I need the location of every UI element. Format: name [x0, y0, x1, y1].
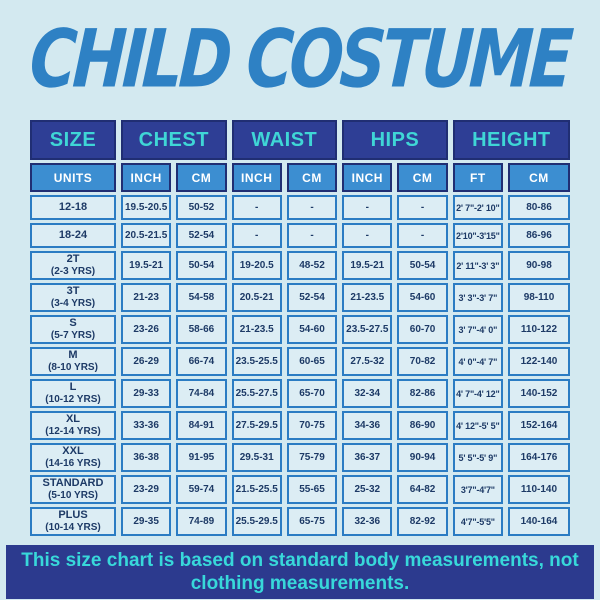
hips-cm-cell: 90-94 [397, 443, 447, 472]
waist-inch-cell: 27.5-29.5 [232, 411, 282, 440]
size-label-cell [30, 223, 116, 248]
waist-cm-cell: - [287, 223, 337, 248]
hips-cm-cell: 50-54 [397, 251, 447, 280]
size-label-cell [30, 315, 116, 344]
chest-cm-cell: 52-54 [176, 223, 226, 248]
size-age-range: (5-10 YRS) [48, 490, 98, 502]
chest-inch-cell: 20.5-21.5 [121, 223, 171, 248]
hips-cm-cell: - [397, 195, 447, 220]
hips-inch-cell: 36-37 [342, 443, 392, 472]
chest-inch-cell: 21-23 [121, 283, 171, 312]
size-name: 2T [66, 253, 80, 266]
chest-cm-cell: 54-58 [176, 283, 226, 312]
chest-inch-cell: 33-36 [121, 411, 171, 440]
height-ft-cell: 2' 11"-3' 3" [453, 251, 503, 280]
col-header-chest: CHEST [121, 120, 227, 160]
hips-cm-cell: - [397, 223, 447, 248]
col-header-size: SIZE [30, 120, 116, 160]
height-ft-cell: 3' 7"-4' 0" [453, 315, 503, 344]
height-cm-cell: 98-110 [508, 283, 570, 312]
size-label-cell [30, 251, 116, 280]
height-cm-cell: 110-122 [508, 315, 570, 344]
size-label-cell [30, 283, 116, 312]
waist-cm-cell: 70-75 [287, 411, 337, 440]
chest-inch-cell: 36-38 [121, 443, 171, 472]
size-name: STANDARD [42, 477, 104, 490]
title-area [0, 0, 600, 112]
chest-cm-cell: 74-89 [176, 507, 226, 536]
size-label-cell [30, 475, 116, 504]
col-header-waist: WAIST [232, 120, 338, 160]
size-age-range: (3-4 YRS) [50, 298, 96, 310]
unit-cell-hips-inch: INCH [342, 163, 392, 192]
hips-inch-cell: 27.5-32 [342, 347, 392, 376]
unit-cell-hips-cm: CM [397, 163, 447, 192]
unit-cell-waist-cm: CM [287, 163, 337, 192]
waist-cm-cell: 60-65 [287, 347, 337, 376]
unit-cell-height-cm: CM [508, 163, 570, 192]
height-ft-cell: 4'7"-5'5" [453, 507, 503, 536]
height-ft-cell: 2'10"-3'15" [453, 223, 503, 248]
size-label-cell [30, 443, 116, 472]
height-cm-cell: 122-140 [508, 347, 570, 376]
hips-inch-cell: - [342, 195, 392, 220]
height-ft-cell: 3' 3"-3' 7" [453, 283, 503, 312]
height-ft-cell: 3'7"-4'7" [453, 475, 503, 504]
footer-text: This size chart is based on standard body measurements, not clothing measurements. [21, 550, 579, 595]
chest-inch-cell: 26-29 [121, 347, 171, 376]
unit-cell-units: UNITS [30, 163, 116, 192]
chest-inch-cell: 19.5-21 [121, 251, 171, 280]
unit-cell-chest-cm: CM [176, 163, 226, 192]
size-name: 18-24 [58, 229, 88, 242]
height-ft-cell: 4' 0"-4' 7" [453, 347, 503, 376]
hips-inch-cell: 32-36 [342, 507, 392, 536]
size-name: XXL [62, 445, 84, 458]
waist-cm-cell: 54-60 [287, 315, 337, 344]
hips-inch-cell: - [342, 223, 392, 248]
chest-inch-cell: 29-35 [121, 507, 171, 536]
chest-inch-cell: 23-26 [121, 315, 171, 344]
size-name: L [69, 381, 77, 394]
footer-note [6, 545, 594, 599]
chest-cm-cell: 74-84 [176, 379, 226, 408]
size-age-range: (10-12 YRS) [45, 394, 101, 406]
waist-cm-cell: - [287, 195, 337, 220]
waist-inch-cell: 20.5-21 [232, 283, 282, 312]
height-cm-cell: 90-98 [508, 251, 570, 280]
waist-inch-cell: 25.5-27.5 [232, 379, 282, 408]
chest-inch-cell: 19.5-20.5 [121, 195, 171, 220]
height-ft-cell: 4' 12"-5' 5" [453, 411, 503, 440]
height-cm-cell: 110-140 [508, 475, 570, 504]
height-cm-cell: 80-86 [508, 195, 570, 220]
size-age-range: (14-16 YRS) [45, 458, 101, 470]
waist-inch-cell: 21-23.5 [232, 315, 282, 344]
waist-cm-cell: 65-75 [287, 507, 337, 536]
col-header-hips: HIPS [342, 120, 448, 160]
hips-cm-cell: 64-82 [397, 475, 447, 504]
unit-cell-chest-inch: INCH [121, 163, 171, 192]
waist-cm-cell: 52-54 [287, 283, 337, 312]
waist-inch-cell: 19-20.5 [232, 251, 282, 280]
hips-inch-cell: 25-32 [342, 475, 392, 504]
hips-cm-cell: 82-86 [397, 379, 447, 408]
size-age-range: (2-3 YRS) [50, 266, 96, 278]
hips-cm-cell: 54-60 [397, 283, 447, 312]
chest-cm-cell: 59-74 [176, 475, 226, 504]
size-name: XL [65, 413, 81, 426]
size-age-range: (8-10 YRS) [48, 362, 98, 374]
hips-cm-cell: 60-70 [397, 315, 447, 344]
waist-inch-cell: - [232, 195, 282, 220]
size-label-cell [30, 195, 116, 220]
size-age-range: (5-7 YRS) [50, 330, 96, 342]
chest-cm-cell: 50-54 [176, 251, 226, 280]
waist-inch-cell: 23.5-25.5 [232, 347, 282, 376]
waist-inch-cell: 21.5-25.5 [232, 475, 282, 504]
hips-cm-cell: 82-92 [397, 507, 447, 536]
waist-cm-cell: 48-52 [287, 251, 337, 280]
size-label-cell [30, 347, 116, 376]
chest-cm-cell: 58-66 [176, 315, 226, 344]
unit-cell-waist-inch: INCH [232, 163, 282, 192]
height-cm-cell: 164-176 [508, 443, 570, 472]
size-name: M [68, 349, 78, 362]
size-chart-table [30, 120, 570, 536]
height-ft-cell: 2' 7"-2' 10" [453, 195, 503, 220]
hips-inch-cell: 21-23.5 [342, 283, 392, 312]
hips-cm-cell: 86-90 [397, 411, 447, 440]
chest-cm-cell: 91-95 [176, 443, 226, 472]
size-label-cell [30, 507, 116, 536]
size-age-range: (12-14 YRS) [45, 426, 101, 438]
chest-cm-cell: 66-74 [176, 347, 226, 376]
height-ft-cell: 5' 5"-5' 9" [453, 443, 503, 472]
height-cm-cell: 140-152 [508, 379, 570, 408]
chest-cm-cell: 84-91 [176, 411, 226, 440]
height-cm-cell: 152-164 [508, 411, 570, 440]
hips-inch-cell: 34-36 [342, 411, 392, 440]
waist-cm-cell: 55-65 [287, 475, 337, 504]
size-label-cell [30, 411, 116, 440]
size-name: 12-18 [58, 201, 88, 214]
unit-cell-height-ft: FT [453, 163, 503, 192]
hips-inch-cell: 19.5-21 [342, 251, 392, 280]
height-ft-cell: 4' 7"-4' 12" [453, 379, 503, 408]
hips-inch-cell: 23.5-27.5 [342, 315, 392, 344]
waist-cm-cell: 75-79 [287, 443, 337, 472]
col-header-height: HEIGHT [453, 120, 570, 160]
waist-cm-cell: 65-70 [287, 379, 337, 408]
waist-inch-cell: - [232, 223, 282, 248]
chest-cm-cell: 50-52 [176, 195, 226, 220]
size-name: PLUS [58, 509, 88, 522]
page-title: CHILD COSTUME [27, 13, 573, 107]
size-label-cell [30, 379, 116, 408]
chest-inch-cell: 23-29 [121, 475, 171, 504]
hips-cm-cell: 70-82 [397, 347, 447, 376]
size-name: 3T [66, 285, 80, 298]
size-name: S [69, 317, 77, 330]
height-cm-cell: 86-96 [508, 223, 570, 248]
waist-inch-cell: 25.5-29.5 [232, 507, 282, 536]
chest-inch-cell: 29-33 [121, 379, 171, 408]
size-age-range: (10-14 YRS) [45, 522, 101, 534]
height-cm-cell: 140-164 [508, 507, 570, 536]
hips-inch-cell: 32-34 [342, 379, 392, 408]
waist-inch-cell: 29.5-31 [232, 443, 282, 472]
